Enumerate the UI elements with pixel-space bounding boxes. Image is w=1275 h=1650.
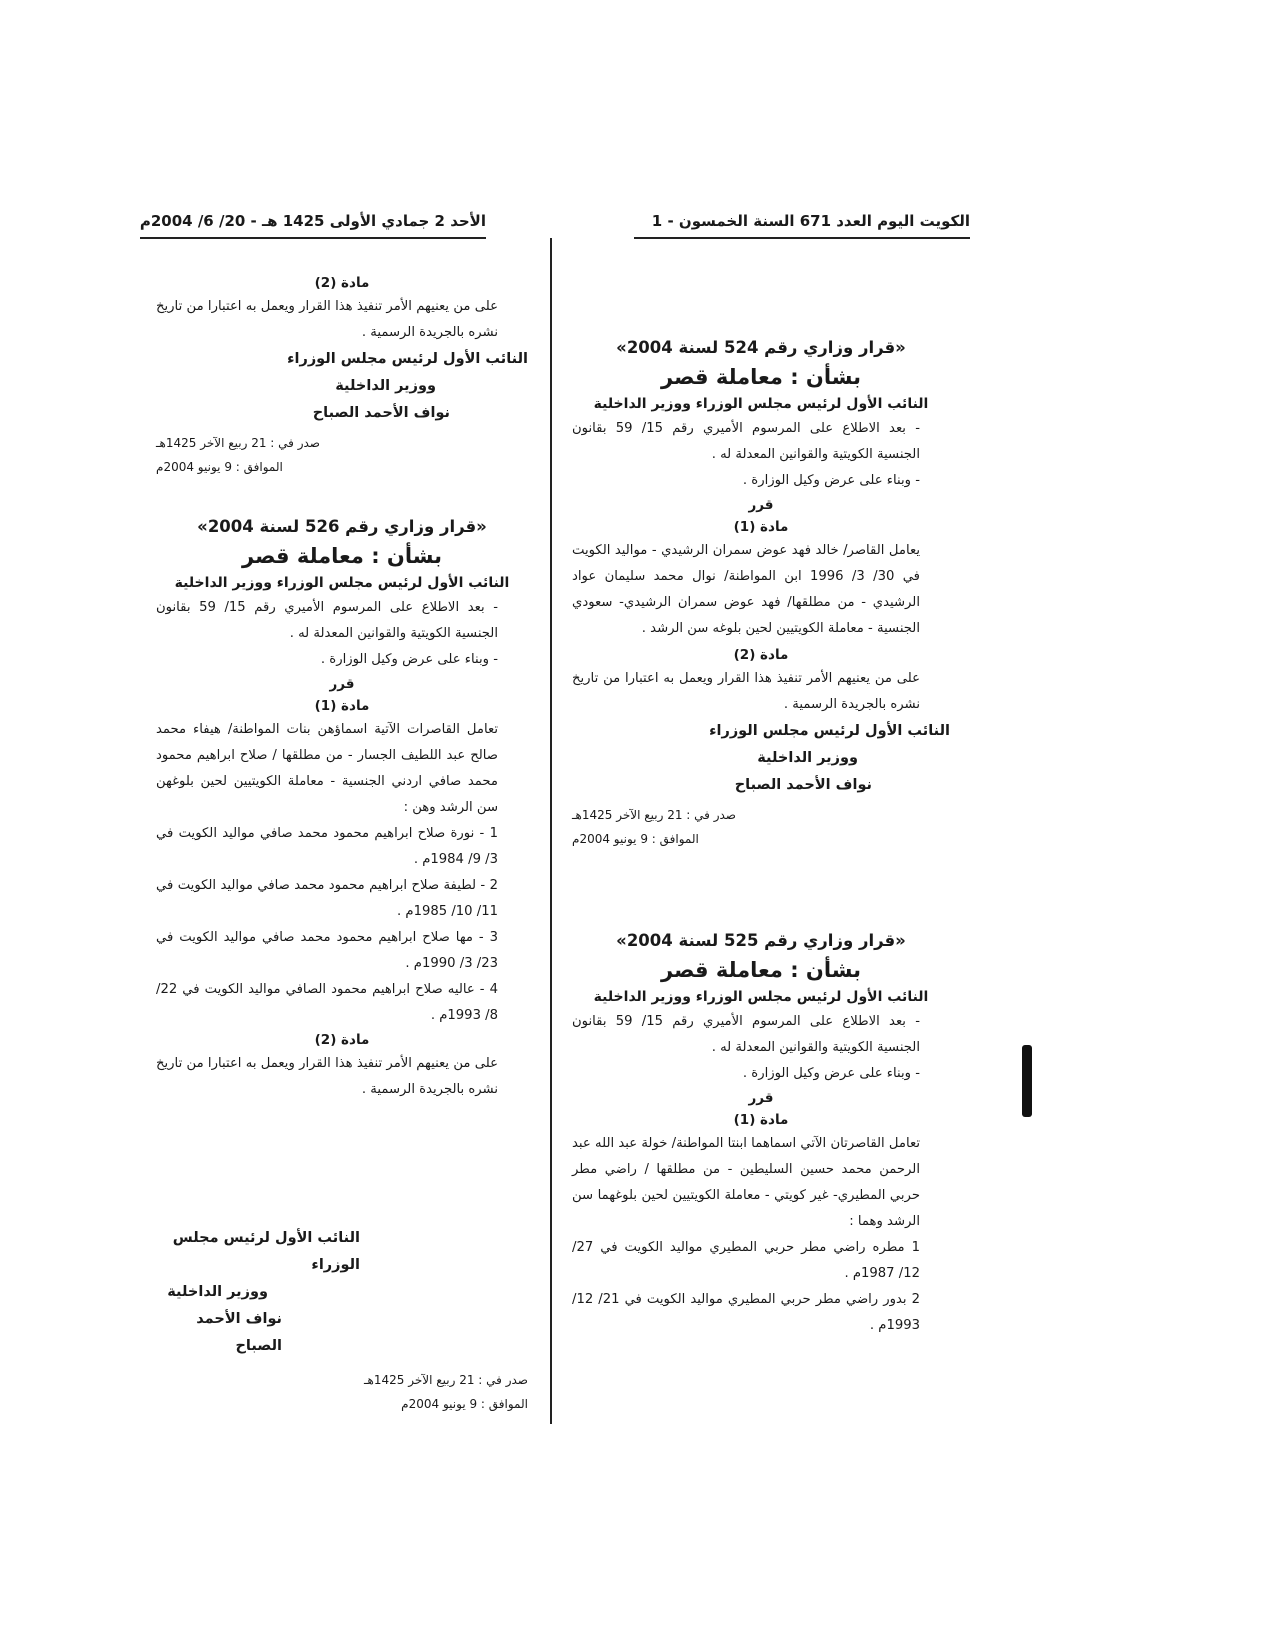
list-item: 1 مطره راضي مطر حربي المطيري مواليد الكويت في 27/ 12/ 1987م . bbox=[572, 1240, 920, 1281]
gregorian-date: الموافق : 9 يونيو 2004م bbox=[401, 1397, 528, 1411]
article-text: تعامل القاصرتان الآتي اسماهما ابنتا المواطنة/ خولة عبد الله عبد الرحمن محمد حسين السليطين - من مطلقها / راضي مطر حربي المطيري- غير كويتي - معاملة الكويتيين لحين بلوغهما سن الرشد وهما : bbox=[572, 1136, 920, 1229]
preamble: - وبناء على عرض وكيل الوزارة . bbox=[742, 473, 920, 488]
signature-block bbox=[572, 718, 950, 799]
article-text: على من يعنيهم الأمر تنفيذ هذا القرار ويعمل به اعتبارا من تاريخ نشره بالجريدة الرسمية . bbox=[156, 1056, 498, 1097]
decree-524 bbox=[572, 334, 950, 851]
decree-title: «قرار وزاري رقم 526 لسنة 2004» bbox=[197, 517, 487, 536]
preamble: - بعد الاطلاع على المرسوم الأميري رقم 15/ 59 بقانون الجنسية الكويتية والقوانين المعدلة له . bbox=[572, 1014, 920, 1055]
signature-title: النائب الأول لرئيس مجلس الوزراء bbox=[172, 1230, 360, 1273]
header-rule-left bbox=[140, 237, 486, 239]
article-heading: مادة (2) bbox=[314, 275, 370, 291]
preamble: - بعد الاطلاع على المرسوم الأميري رقم 15/ 59 بقانون الجنسية الكويتية والقوانين المعدلة له . bbox=[156, 600, 498, 641]
signature-name: نواف الأحمد الصباح bbox=[312, 405, 450, 421]
article-text: تعامل القاصرات الآتية اسماؤهن بنات المواطنة/ هيفاء محمد صالح عبد اللطيف الجسار - من مطلقها / صلاح ابراهيم محمود محمد صافي اردني الجنسية - معاملة الكويتيين لحين بلوغهن سن الرشد وهن : bbox=[156, 722, 498, 815]
article-heading: مادة (2) bbox=[314, 1032, 370, 1048]
signature-title: ووزير الداخلية bbox=[335, 378, 436, 394]
scan-edge-mark bbox=[1022, 1045, 1032, 1117]
article-heading: مادة (1) bbox=[733, 1112, 789, 1128]
decided-heading: قرر bbox=[748, 497, 774, 513]
article-heading: مادة (2) bbox=[733, 647, 789, 663]
signature-title: النائب الأول لرئيس مجلس الوزراء bbox=[709, 723, 950, 739]
decided-heading: قرر bbox=[329, 676, 355, 692]
decree-issuer: النائب الأول لرئيس مجلس الوزراء ووزير الداخلية bbox=[593, 989, 929, 1005]
list-item: 2 - لطيفة صلاح ابراهيم محمود محمد صافي مواليد الكويت في 11/ 10/ 1985م . bbox=[156, 878, 498, 919]
left-column bbox=[156, 272, 528, 1416]
signature-title: النائب الأول لرئيس مجلس الوزراء bbox=[287, 351, 528, 367]
article-text: على من يعنيهم الأمر تنفيذ هذا القرار ويعمل به اعتبارا من تاريخ نشره بالجريدة الرسمية . bbox=[156, 299, 498, 340]
decree-title: «قرار وزاري رقم 524 لسنة 2004» bbox=[616, 338, 906, 357]
signature-name: نواف الأحمد الصباح bbox=[734, 777, 872, 793]
column-divider bbox=[550, 238, 552, 1424]
list-item: 4 - عاليه صلاح ابراهيم محمود الصافي مواليد الكويت في 22/ 8/ 1993م . bbox=[156, 982, 498, 1023]
signature-block bbox=[156, 1225, 528, 1360]
gregorian-date: الموافق : 9 يونيو 2004م bbox=[156, 460, 283, 474]
running-header-right: الكويت اليوم العدد 671 السنة الخمسون - 1 bbox=[651, 212, 970, 230]
signature-title: ووزير الداخلية bbox=[757, 750, 858, 766]
preamble: - وبناء على عرض وكيل الوزارة . bbox=[320, 652, 498, 667]
signature-block bbox=[156, 346, 528, 427]
decree-525 bbox=[572, 927, 950, 1339]
list-item: 2 بدور راضي مطر حربي المطيري مواليد الكويت في 21/ 12/ 1993م . bbox=[572, 1292, 920, 1333]
signature-title: ووزير الداخلية bbox=[167, 1284, 268, 1300]
running-header-left: الأحد 2 جمادي الأولى 1425 هـ - 20/ 6/ 2004م bbox=[139, 212, 486, 230]
preamble: - بعد الاطلاع على المرسوم الأميري رقم 15/ 59 بقانون الجنسية الكويتية والقوانين المعدلة له . bbox=[572, 421, 920, 462]
decided-heading: قرر bbox=[748, 1090, 774, 1106]
decree-526 bbox=[156, 513, 528, 1416]
decree-title: «قرار وزاري رقم 525 لسنة 2004» bbox=[616, 931, 906, 950]
gregorian-date: الموافق : 9 يونيو 2004م bbox=[572, 832, 699, 846]
decree-subject: بشأن : معاملة قصر bbox=[242, 544, 442, 568]
decree-525-continued bbox=[156, 272, 528, 479]
decree-issuer: النائب الأول لرئيس مجلس الوزراء ووزير الداخلية bbox=[174, 575, 510, 591]
issue-date: صدر في : 21 ربيع الآخر 1425هـ bbox=[572, 808, 736, 822]
article-text: على من يعنيهم الأمر تنفيذ هذا القرار ويعمل به اعتبارا من تاريخ نشره بالجريدة الرسمية . bbox=[572, 671, 920, 712]
issue-date: صدر في : 21 ربيع الآخر 1425هـ bbox=[364, 1373, 528, 1387]
header-rule-right bbox=[634, 237, 970, 239]
article-text: يعامل القاصر/ خالد فهد عوض سمران الرشيدي - مواليد الكويت في 30/ 3/ 1996 ابن المواطنة/ نوال محمد سليمان عواد الرشيدي - من مطلقها/ فهد عوض سمران الرشيدي- سعودي الجنسية - معاملة الكويتيين لحين بلوغه سن الرشد . bbox=[572, 543, 920, 636]
article-heading: مادة (1) bbox=[314, 698, 370, 714]
issue-date: صدر في : 21 ربيع الآخر 1425هـ bbox=[156, 436, 320, 450]
article-heading: مادة (1) bbox=[733, 519, 789, 535]
decree-subject: بشأن : معاملة قصر bbox=[661, 958, 861, 982]
right-column bbox=[572, 334, 950, 1339]
decree-subject: بشأن : معاملة قصر bbox=[661, 365, 861, 389]
list-item: 1 - نورة صلاح ابراهيم محمود محمد صافي مواليد الكويت في 3/ 9/ 1984م . bbox=[156, 826, 498, 867]
list-item: 3 - مها صلاح ابراهيم محمود محمد صافي مواليد الكويت في 23/ 3/ 1990م . bbox=[156, 930, 498, 971]
decree-issuer: النائب الأول لرئيس مجلس الوزراء ووزير الداخلية bbox=[593, 396, 929, 412]
signature-name: نواف الأحمد الصباح bbox=[196, 1311, 282, 1354]
preamble: - وبناء على عرض وكيل الوزارة . bbox=[742, 1066, 920, 1081]
